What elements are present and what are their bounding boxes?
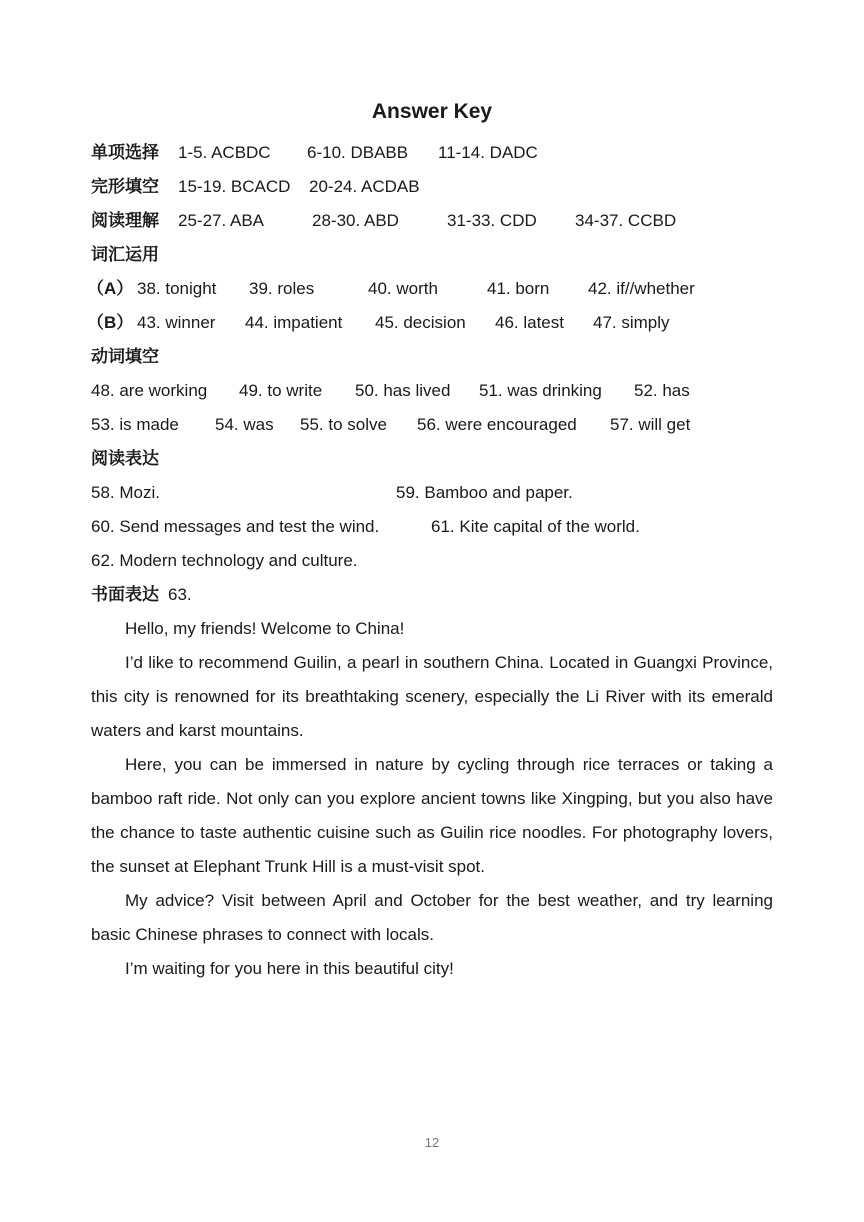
answer-41: 41. born [487, 279, 550, 298]
answer-45: 45. decision [375, 313, 466, 332]
answer-46: 46. latest [495, 313, 564, 332]
answer-1-5: 1-5. ACBDC [178, 143, 271, 162]
essay-paragraph-5: I’m waiting for you here in this beautiful city! [125, 959, 454, 978]
answer-40: 40. worth [368, 279, 438, 298]
section-label-cloze: 完形填空 [91, 177, 159, 196]
essay-paragraph-2: I’d like to recommend Guilin, a pearl in southern China. Located in Guangxi Province, this city is renowned for its breathtaking scenery, especially the Li River with its emerald waters and karst mountains. [91, 653, 773, 740]
writing-question-number: 63. [168, 585, 192, 604]
page-title: Answer Key [371, 100, 493, 123]
writing-essay [91, 612, 773, 986]
answer-47: 47. simply [593, 313, 670, 332]
page-number: 12 [424, 1135, 440, 1150]
answer-38: 38. tonight [137, 279, 217, 298]
answer-59: 59. Bamboo and paper. [396, 483, 573, 502]
answer-51: 51. was drinking [479, 381, 602, 400]
answer-58: 58. Mozi. [91, 483, 160, 502]
section-label-verbs: 动词填空 [91, 347, 159, 366]
answer-28-30: 28-30. ABD [312, 211, 399, 230]
answer-43: 43. winner [137, 313, 216, 332]
answer-20-24: 20-24. ACDAB [309, 177, 420, 196]
answer-31-33: 31-33. CDD [447, 211, 537, 230]
answer-15-19: 15-19. BCACD [178, 177, 291, 196]
section-label-single-choice: 单项选择 [91, 143, 159, 162]
essay-paragraph-4: My advice? Visit between April and October for the best weather, and try learning basic Chinese phrases to connect with locals. [91, 891, 773, 944]
answer-52: 52. has [634, 381, 690, 400]
answer-39: 39. roles [249, 279, 315, 298]
answer-11-14: 11-14. DADC [438, 143, 538, 162]
section-label-vocab: 词汇运用 [91, 245, 159, 264]
essay-paragraph-3: Here, you can be immersed in nature by cycling through rice terraces or taking a bamboo raft ride. Not only can you explore ancient towns like Xingping, but you also have the chance to taste authentic cuisine such as Guilin rice noodles. For photography lovers, the sunset at Elephant Trunk Hill is a must-visit spot. [91, 755, 773, 876]
answer-60: 60. Send messages and test the wind. [91, 517, 380, 536]
answer-55: 55. to solve [300, 415, 387, 434]
answer-48: 48. are working [91, 381, 208, 400]
answer-25-27: 25-27. ABA [178, 211, 265, 230]
essay-paragraph-1: Hello, my friends! Welcome to China! [125, 619, 405, 638]
answer-57: 57. will get [610, 415, 691, 434]
answer-53: 53. is made [91, 415, 179, 434]
answer-62: 62. Modern technology and culture. [91, 551, 358, 570]
answer-54: 54. was [215, 415, 274, 434]
answer-34-37: 34-37. CCBD [575, 211, 677, 230]
answer-50: 50. has lived [355, 381, 451, 400]
answer-42: 42. if//whether [588, 279, 695, 298]
vocab-part-a-marker: （A） [87, 279, 134, 298]
answer-49: 49. to write [239, 381, 323, 400]
answer-44: 44. impatient [245, 313, 343, 332]
vocab-part-b-marker: （B） [87, 313, 134, 332]
answer-61: 61. Kite capital of the world. [431, 517, 640, 536]
answer-56: 56. were encouraged [417, 415, 577, 434]
section-label-reading: 阅读理解 [91, 211, 159, 230]
answer-6-10: 6-10. DBABB [307, 143, 409, 162]
section-label-writing: 书面表达 [91, 585, 159, 604]
section-label-reading-expr: 阅读表达 [91, 449, 159, 468]
